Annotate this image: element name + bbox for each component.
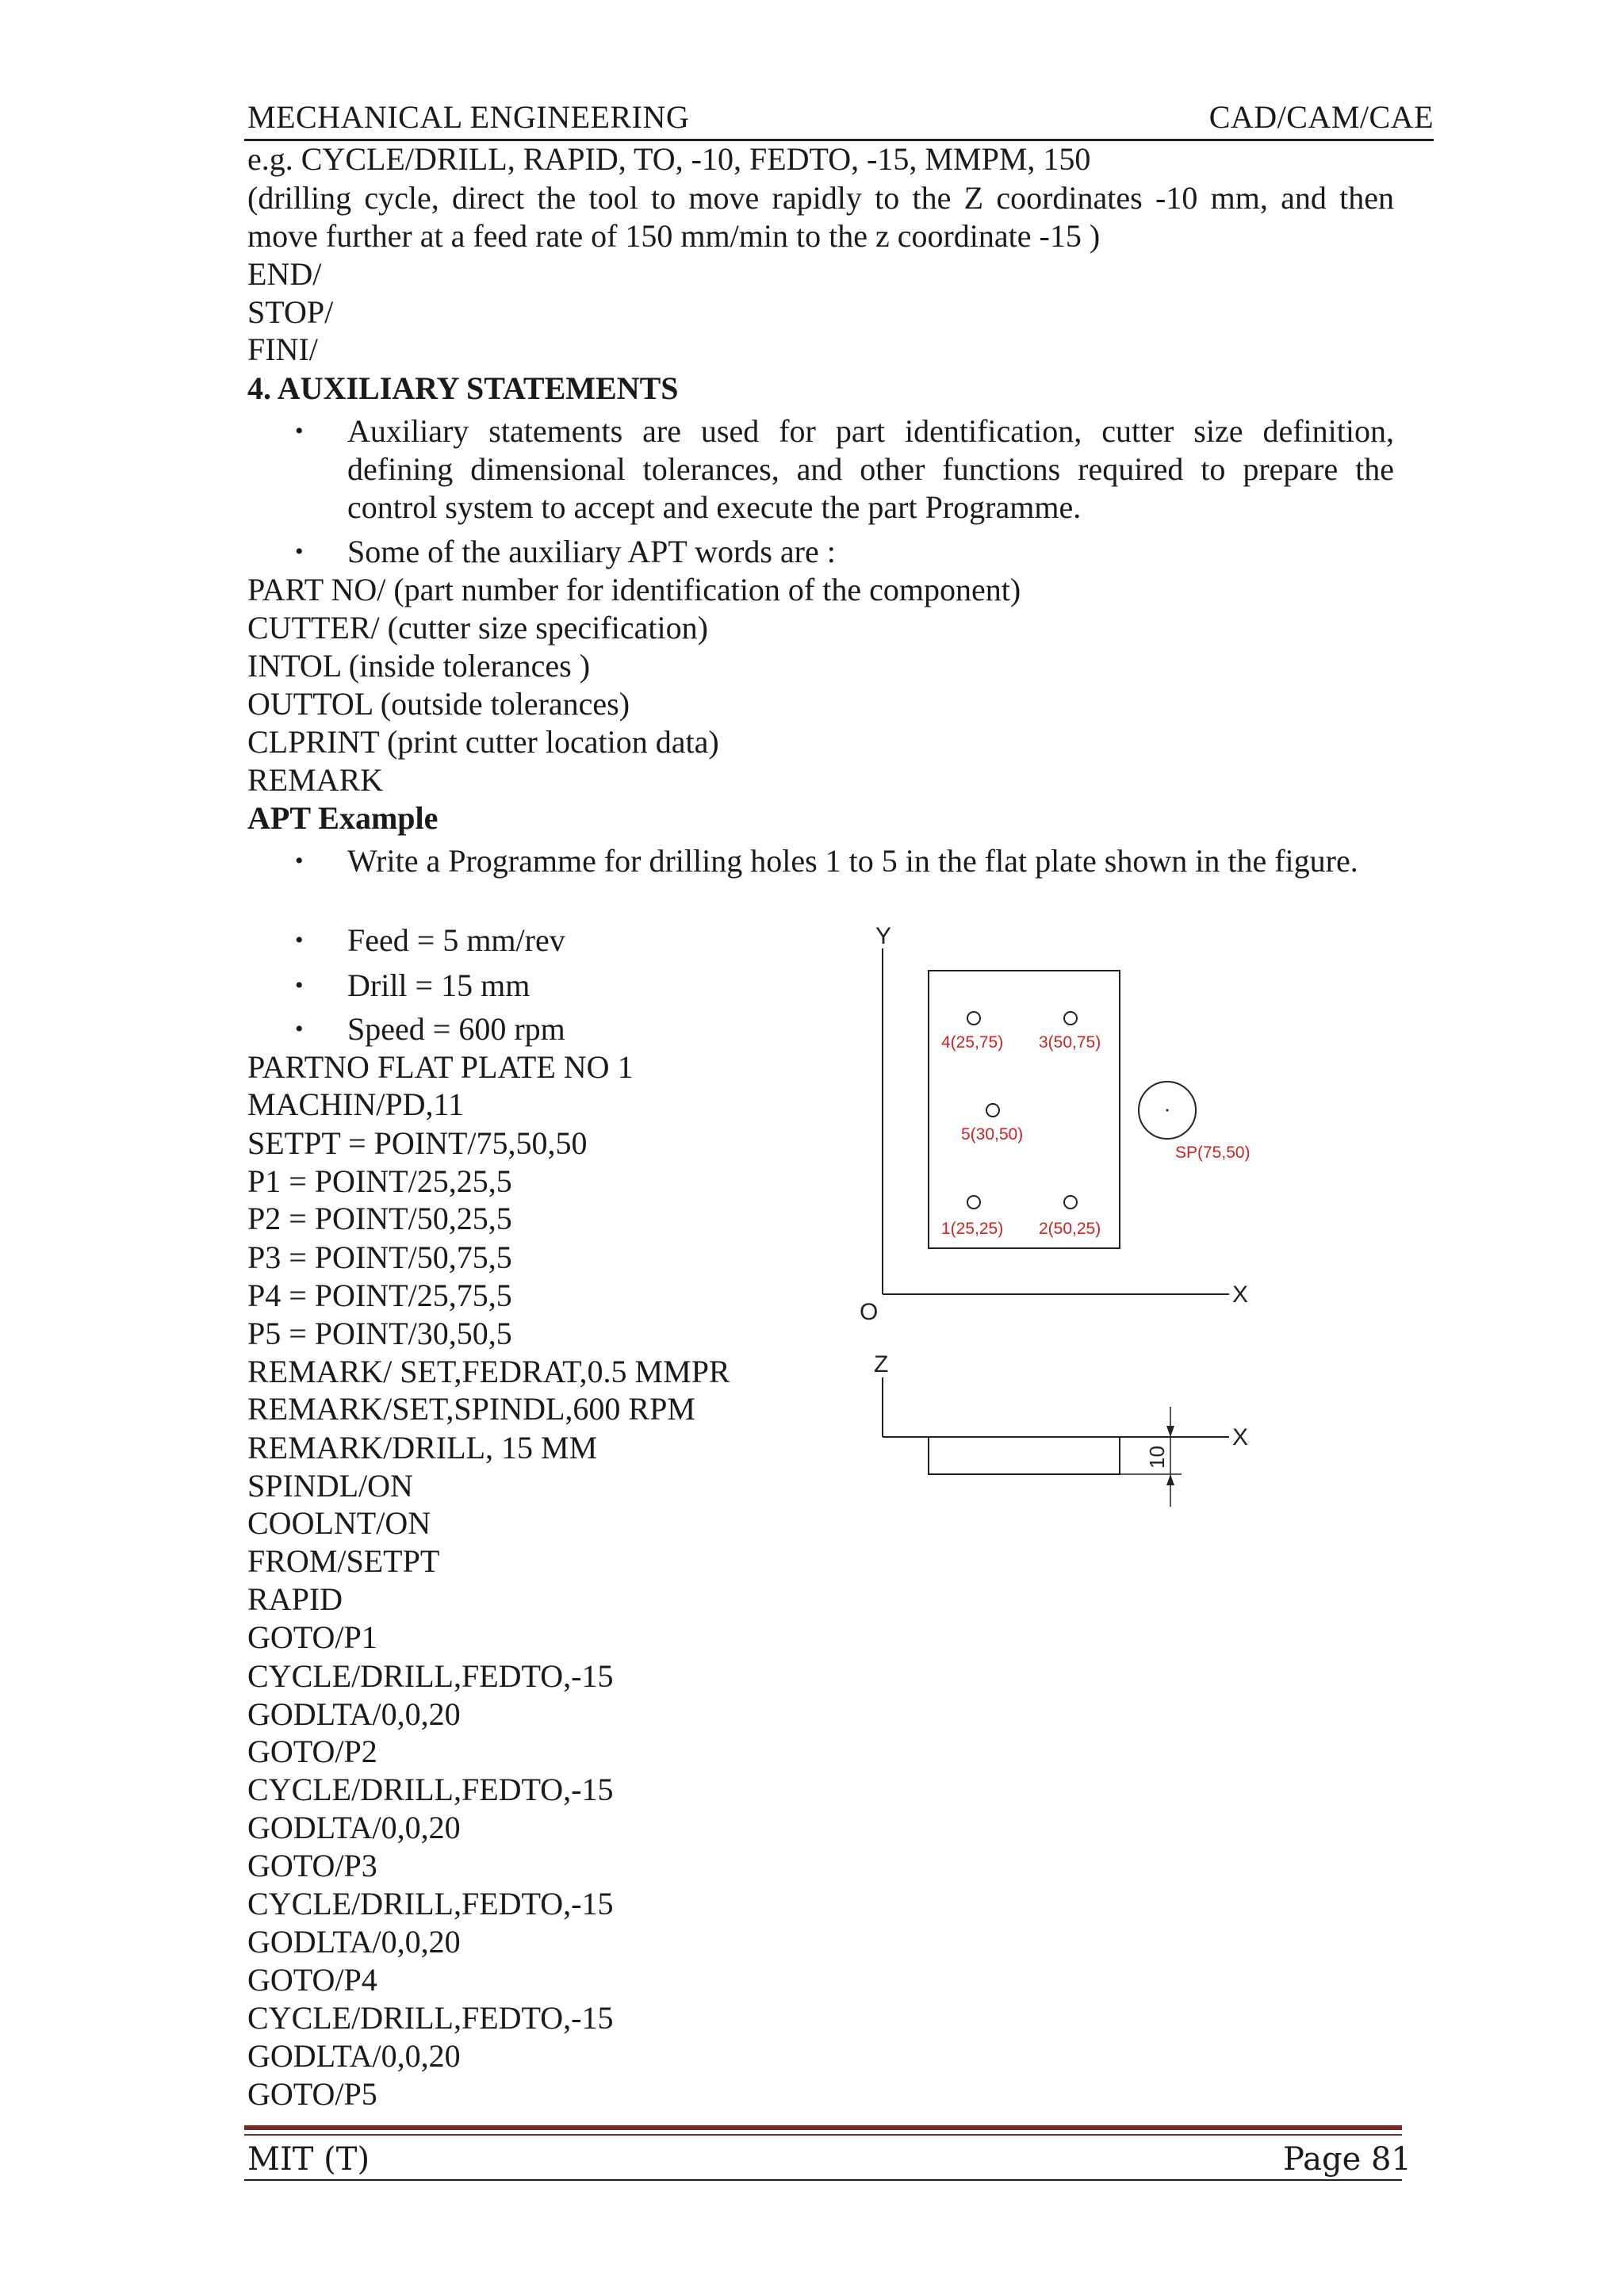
thickness-label: 10 [1145,1446,1169,1469]
x2-axis-label: X [1232,1424,1249,1450]
hole-2-marker [1064,1196,1077,1209]
bullet-icon: • [295,848,304,874]
stop-word: STOP/ [247,294,334,330]
bullet-icon: • [295,1016,304,1042]
program-line: CYCLE/DRILL,FEDTO,-15 [247,1886,614,1921]
setpoint-dot [1166,1109,1169,1112]
program-line: REMARK/ SET,FEDRAT,0.5 MMPR [247,1354,730,1389]
header-left: MECHANICAL ENGINEERING [247,99,690,135]
hole-4-marker [967,1012,980,1025]
footer-bar-thin [244,2134,1402,2136]
hole-5-marker [986,1104,999,1117]
aux-word: OUTTOL (outside tolerances) [247,686,630,722]
hole-4-label: 4(25,75) [941,1033,1004,1052]
plate-outline [929,971,1120,1248]
bullet-icon: • [295,538,304,565]
apt-bullet-speed: Speed = 600 rpm [347,1011,565,1047]
program-line: GODLTA/0,0,20 [247,1696,461,1732]
x-axis-label: X [1232,1282,1249,1308]
fini-word: FINI/ [247,331,318,367]
program-line: P3 = POINT/50,75,5 [247,1239,512,1275]
program-line: CYCLE/DRILL,FEDTO,-15 [247,1658,614,1694]
origin-label: O [860,1299,879,1325]
program-line: SPINDL/ON [247,1468,413,1504]
apt-bullet-drill: Drill = 15 mm [347,967,530,1003]
bullet-icon: • [295,418,304,444]
hole-3-marker [1064,1012,1077,1025]
program-line: SETPT = POINT/75,50,50 [247,1125,588,1161]
end-word: END/ [247,256,322,292]
y-axis-label: Y [875,923,892,949]
auxiliary-heading: 4. AUXILIARY STATEMENTS [247,370,679,406]
aux-word: CLPRINT (print cutter location data) [247,724,719,760]
program-line: COOLNT/ON [247,1505,431,1541]
aux-word: PART NO/ (part number for identification of the component) [247,572,1021,607]
program-line: GOTO/P3 [247,1848,377,1883]
program-line: GOTO/P2 [247,1734,377,1769]
z-axis-label: Z [874,1351,889,1377]
bullet-icon: • [295,972,304,998]
program-line: REMARK/DRILL, 15 MM [247,1430,598,1466]
program-line: CYCLE/DRILL,FEDTO,-15 [247,2000,614,2036]
program-line: GODLTA/0,0,20 [247,2038,461,2074]
aux-word: CUTTER/ (cutter size specification) [247,610,708,646]
program-line: GOTO/P1 [247,1619,377,1655]
example-line: e.g. CYCLE/DRILL, RAPID, TO, -10, FEDTO, -15, MMPM, 150 [247,141,1091,177]
program-line: P5 = POINT/30,50,5 [247,1316,512,1351]
hole-1-marker [967,1196,980,1209]
flat-plate-figure [841,920,1285,1538]
hole-5-label: 5(30,50) [961,1125,1024,1144]
hole-2-label: 2(50,25) [1039,1220,1101,1238]
footer-bar [244,2125,1402,2130]
setpoint-label: SP(75,50) [1175,1144,1251,1162]
aux-word: INTOL (inside tolerances ) [247,648,591,684]
apt-bullet-feed: Feed = 5 mm/rev [347,922,565,958]
bullet-icon: • [295,927,304,953]
program-line: GOTO/P5 [247,2076,377,2112]
program-line: P4 = POINT/25,75,5 [247,1278,512,1313]
hole-1-label: 1(25,25) [941,1220,1004,1238]
aux-word: REMARK [247,762,384,798]
program-line: GODLTA/0,0,20 [247,1924,461,1960]
program-line: MACHIN/PD,11 [247,1086,464,1122]
header-right: CAD/CAM/CAE [1208,99,1434,135]
program-line: CYCLE/DRILL,FEDTO,-15 [247,1772,614,1807]
program-line: P2 = POINT/50,25,5 [247,1201,512,1236]
program-line: PARTNO FLAT PLATE NO 1 [247,1049,634,1085]
auxiliary-bullet-1: Auxiliary statements are used for part identification, cutter size definition, defining dimensional tolerances, and other functions required to prepare the control system to accept and execute the part Programme. [347,413,1394,525]
dimension-arrow-up-icon [1166,1474,1174,1485]
dimension-arrow-down-icon [1166,1426,1174,1437]
hole-3-label: 3(50,75) [1039,1033,1101,1052]
program-line: REMARK/SET,SPINDL,600 RPM [247,1391,695,1427]
footer-rule [244,2179,1402,2181]
program-line: GODLTA/0,0,20 [247,1810,461,1845]
apt-bullet-task: Write a Programme for drilling holes 1 to 5 in the flat plate shown in the figure. [347,843,1358,879]
program-line: RAPID [247,1581,343,1617]
program-line: GOTO/P4 [247,1962,377,1998]
program-line: FROM/SETPT [247,1543,440,1579]
example-explanation: (drilling cycle, direct the tool to move rapidly to the Z coordinates -10 mm, and then move further at a feed rate of 150 mm/min to the z coordinate -15 ) [247,180,1394,254]
plate-side-view [929,1437,1120,1474]
auxiliary-bullet-2: Some of the auxiliary APT words are : [347,534,836,569]
page-number: Page 81 [1283,2141,1411,2178]
footer-left: MIT (T) [247,2141,370,2178]
program-line: P1 = POINT/25,25,5 [247,1163,512,1199]
apt-example-heading: APT Example [247,800,439,836]
